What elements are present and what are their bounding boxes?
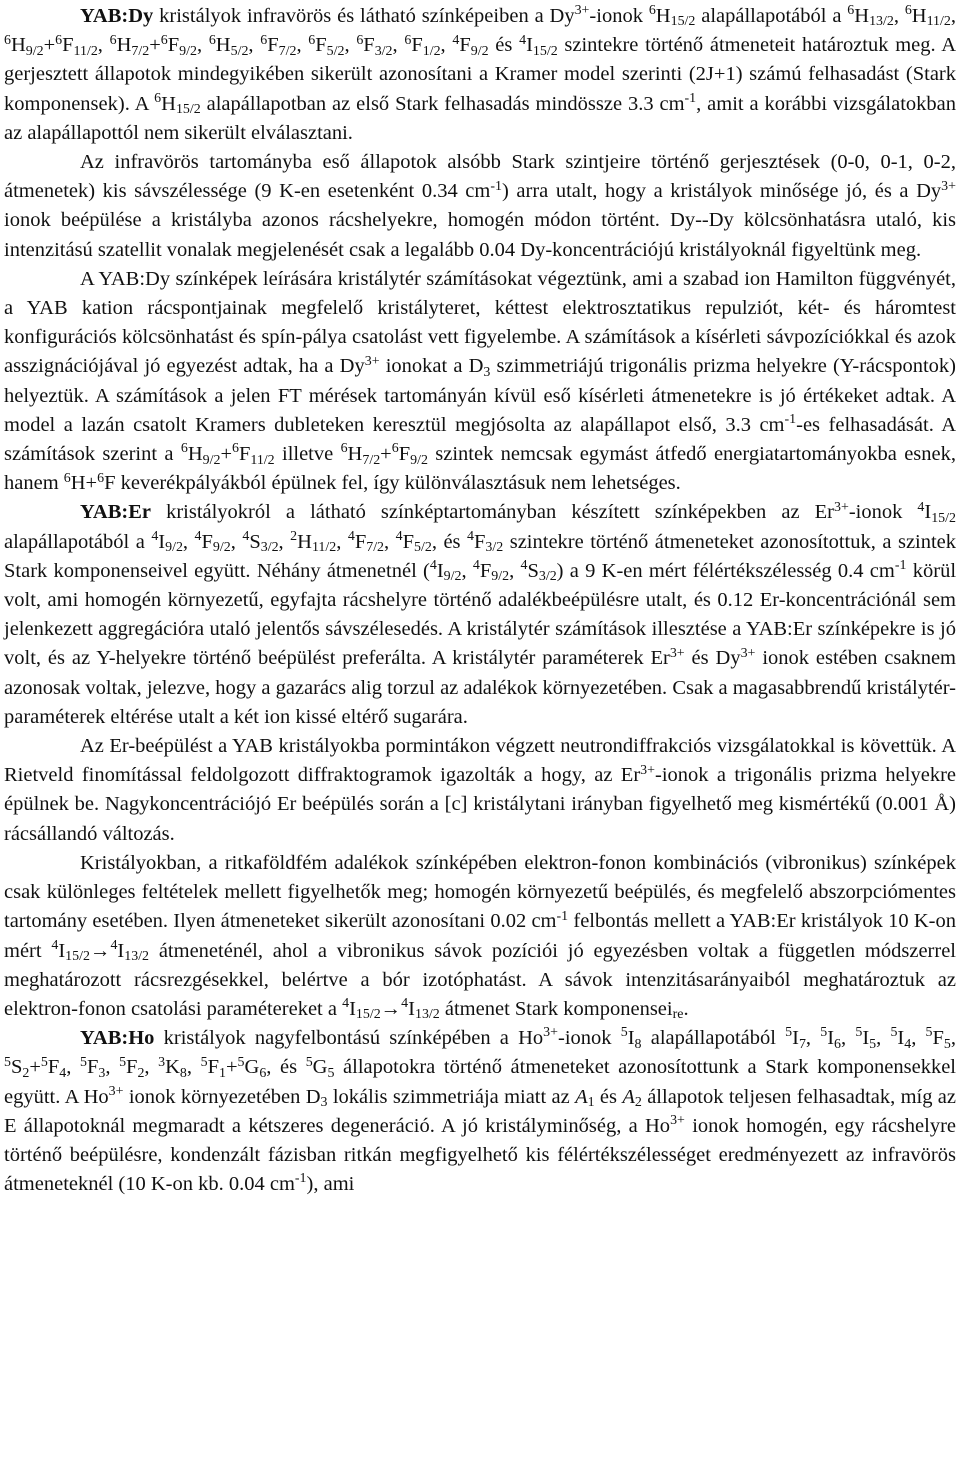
paragraph-er-neutron: Az Er-beépülést a YAB kristályokba pormintákon végzett neutrondiffrakciós vizsgálatokkal is követtük. A Rietveld finomítással feldolgozott diffraktogramok igazolták a hogy, az $Er^{3+}$-ionok a trigonális prizma helyekre épülnek be. Nagykoncentrációjó Er beépülés során a [c] kristálytani irányban figyelhető meg kismértékű (0.001 Å) rácsállandó változás. <box>4 735 957 845</box>
paragraph-vibronic: Kristályokban, a ritkaföldfém adalékok színképében elektron-fonon kombinációs (vibronikus) színképek csak különleges feltételek mellett figyelhetők meg; homogén környezetű beépülés, és megfelelő abszorpciómentes tartomány esetében. Ilyen átmeneteket sikerült azonosítani 0.02 $cm^{-1}$ felbontás mellett a YAB:Er kristályok 10 K-on mért $^4I_{15/2}\to^4I_{13/2}$ átmeneténél, ahol a vibronikus sávok pozíciói jó egyezésben voltak a független módszerrel meghatározott rácsrezgésekkel, belértve a bór izotóphatást. A sávok intenzitásarányaiból meghatároztuk az elektron-fonon csatolási paramétereket a $^4I_{15/2}\to^4I_{13/2}$ átmenet Stark komponensei$_{re}$. <box>4 851 956 1023</box>
paragraph-dy-infrared: Az infravörös tartományba eső állapotok alsóbb Stark szintjeire történő gerjesztések (0-0, 0-1, 0-2, átmenetek) kis sávszélessége (9 K-en esetenként 0.34 $cm^{-1}$) arra utalt, hogy a kristályok minősége jó, és a $Dy^{3+}$ ionok beépülése a kristályba azonos rácshelyekre, homogén módon történt. Dy--Dy kölcsönhatásra utaló, kis intenzitású szatellit vonalak megjelenését csak a legalább 0.04 Dy-koncentrációjú kristályoknál figyeltünk meg. <box>4 151 956 261</box>
paragraph-dy-spectra: YAB:Dy kristályok infravörös és látható színképeiben a $Dy^{3+}$-ionok $^6H_{15/2}$ alapállapotából a $^6H_{13/2}$, $^6H_{11/2}$, $^6H_{9/2}+^6F_{11/2}$, $^6H_{7/2}+^6F_{9/2}$, $^6H_{5/2}$, $^6F_{7/2}$, $^6F_{5/2}$, $^6F_{3/2}$, $^6F_{1/2}$, $^4F_{9/2}$ és $^4I_{15/2}$ szintekre történő átmeneteit határoztuk meg. A gerjesztett állapotok mindegyikében sikerült azonosítani a Kramer model szerinti (2J+1) számú felhasadást (Stark komponensek). A $^6H_{15/2}$ alapállapotban az első Stark felhasadás mindössze 3.3 $cm^{-1}$, amit a korábbi vizsgálatokban az alapállapottól nem sikerült elválasztani. <box>4 3 957 144</box>
paragraph-er-spectra: YAB:Er kristályokról a látható színképtartományban készített színképekben az $Er^{3+}$-ionok $^4I_{15/2}$ alapállapotából a $^4I_{9/2}$, $^4F_{9/2}$, $^4S_{3/2}$, $^2H_{11/2}$, $^4F_{7/2}$, $^4F_{5/2}$, és $^4F_{3/2}$ szintekre történő átmeneteket azonosítottuk, a szintek Stark komponenseivel együtt. Néhány átmenetnél ($^4I_{9/2}$, $^4F_{9/2}$, $^4S_{3/2}$) a 9 K-en mért félértékszélesség 0.4 $cm^{-1}$ körül volt, ami homogén környezetű, egyfajta rácshelyre történő adalékbeépülésre utalt, és 0.12 Er-koncentrációnál sem jelenkezett aggregációra utaló jelentős sávszélesedés. A kristálytér számítások illesztése a YAB:Er színképekre is jó volt, és az Y-helyekre történő beépülést preferálta. A kristálytér paraméterek $Er^{3+}$ és $Dy^{3+}$ ionok estében csaknem azonosak voltak, jelezve, hogy a gazarács alig torzul az adalékok környezetében. Csak a magasabbrendű kristálytér-paraméterek eltérése utalt a két ion kissé eltérő sugarára. <box>4 499 957 728</box>
paragraph-ho-spectra: YAB:Ho kristályok nagyfelbontású színképében a $Ho^{3+}$-ionok $^5I_8$ alapállapotából $^5I_7$, $^5I_6$, $^5I_5$, $^5I_4$, $^5F_5$, $^5S_2+^5F_4$, $^5F_3$, $^5F_2$, $^3K_8$, $^5F_1+^5G_6$, és $^5G_5$ állapotokra történő átmeneteket azonosítottunk a Stark komponensekkel együtt. A $Ho^{3+}$ ionok környezetében $D_3$ lokális szimmetriája miatt az $A_1$ és $A_2$ állapotok teljesen felhasadtak, míg az E állapotoknál megmaradt a kétszeres degeneráció. A jó kristályminőség, a $Ho^{3+}$ ionok homogén, egy rácshelyre történő beépülésre, kondenzált fázisban ritkán megfigyelhető kis félértékszélességet eredményezett az infravörös átmeneteknél (10 K-on kb. 0.04 $cm^{-1}$), ami <box>4 1025 957 1196</box>
paragraph-dy-calculation: A YAB:Dy színképek leírására kristálytér számításokat végeztünk, ami a szabad ion Hamilton függvényét, a YAB kation rácspontjainak megfelelő kristályteret, kéttest elektrosztatikus repulziót, két- és háromtest konfigurációs kölcsönhatást és spín-pálya csatolást vett figyelembe. A számítások a kísérleti sávpozíciókkal és azok asszignációjával jó egyezést adtak, ha a $Dy^{3+}$ ionokat a $D_3$ szimmetriájú trigonális prizma helyekre (Y-rácspontok) helyeztük. A számítások a jelen FT mérések tartományán kívül eső kísérleti átmenetekre is jó értékeket adtak. A model a lazán csatolt Kramers dubleteken keresztül megjósolta az alapállapot első, 3.3 $cm^{-1}-es$ felhasadását. A számítások szerint a $^6H_{9/2}+^6F_{11/2}$ illetve $^6H_{7/2}+^6F_{9/2}$ szintek nemcsak egymást átfedő energiatartományokba esnek, hanem $^6$H+$^6$F keverékpályákból épülnek fel, így különválasztásuk nem lehetséges. <box>4 267 956 495</box>
